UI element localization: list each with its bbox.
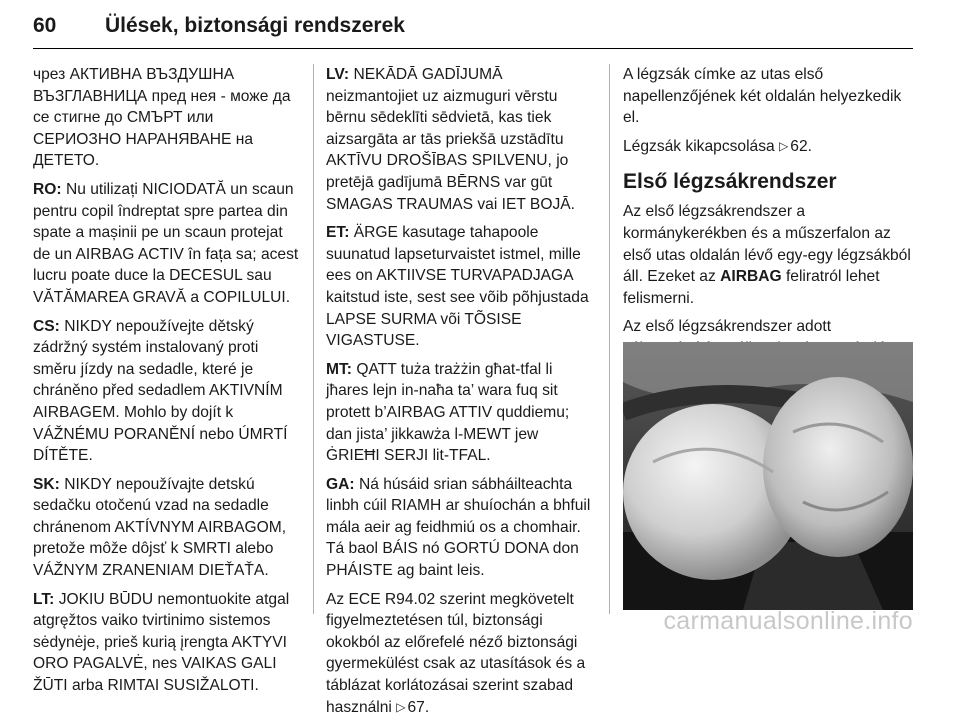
lang-label: SK: (33, 475, 60, 493)
subsection-heading: Első légzsákrendszer (623, 170, 837, 194)
body-text: feliratról lehet felismerni. (623, 268, 880, 307)
page-reference-link[interactable]: 62. (790, 137, 812, 155)
warning-mt (326, 359, 596, 467)
deployed-airbags-photo (623, 342, 913, 610)
lang-label: MT: (326, 360, 352, 378)
front-airbag-activation: Az első légzsákrendszer adott (623, 318, 832, 336)
lang-label: RO: (33, 180, 62, 198)
column-divider (609, 64, 610, 614)
arrow-right-outline-icon: ▷ (396, 699, 406, 714)
warning-sk (33, 474, 301, 582)
airbag-label: AIRBAG (720, 268, 782, 286)
warning-text: NEKĀDĀ GADĪJUMĀ neizmantojiet uz aizmuguri vērstu bērnu sēdeklīti sēdvietā, kas tiek aizsargāta ar tās priekšā uzstādītu AKTĪVU DROŠĪBAS SPILVENU, jo pretējā gadījumā BĒRNS var gūt SMAGAS TRAUMAS vai IET BOJĀ. (326, 66, 575, 213)
warning-text: NIKDY nepoužívajte detskú sedačku otočenú vzad na sedadle chránenom AKTÍVNYM AIRBAGOM, pretože môže dôjsť k SMRTI alebo VÁŽNYM ZRANENIAM DIEŤAŤA. (33, 475, 287, 580)
watermark: carmanualsonline.info (663, 607, 913, 635)
page-reference-link[interactable]: 67. (407, 698, 430, 716)
column-left (33, 64, 301, 704)
warning-ga (326, 474, 596, 582)
warning-text: ÄRGE kasutage tahapoole suunatud lapseturvaistet istmel, mille ees on AKTIIVSE TURVAPADJAGA kaitstud iste, sest see võib põhjustada LAPSE SURMA või TÕSISE VIGASTUSE. (326, 224, 589, 350)
lang-label: CS: (33, 317, 60, 335)
header-rule (33, 48, 913, 49)
lang-label: LV: (326, 66, 350, 83)
front-airbag-description (623, 201, 913, 309)
body-text: Az első légzsákrendszer a kormánykerékben és a műszerfalon az első utas oldalán lévő egy-egy légzsákból áll. Ezeket az (623, 203, 911, 286)
airbag-deactivation-ref (623, 136, 913, 158)
warning-text: QATT tuża trażżin għat-tfal li jħares lejn in-naħa ta’ wara fuq sit protett b’AIRBAG ATTIV quddiemu; dan jista’ jikkawża l-MEWT jew ĠRIEĦI SERJI lit-TFAL. (326, 360, 570, 465)
warning-et (326, 222, 596, 352)
reference-text: Légzsák kikapcsolása (623, 137, 775, 155)
warning-cs (33, 316, 301, 467)
warning-text: Nu utilizați NICIODATĂ un scaun pentru copil îndreptat spre partea din spate a mașinii pe un scaun protejat de un AIRBAG ACTIV în fața sa; acest lucru poate duce la DECESUL sau VĂTĂMAREA GRAVĂ a COPILULUI. (33, 180, 299, 306)
bg-warning-text: чрез АКТИВНА ВЪЗДУШНА ВЪЗГЛАВНИЦА пред нея - може да се стигне до СМЪРТ или СЕРИОЗНО НАРАНЯВАНЕ на ДЕТЕТО. (33, 66, 291, 170)
lang-label: GA: (326, 475, 355, 493)
warning-text: JOKIU BŪDU nemontuokite atgal atgręžtos vaiko tvirtinimo sistemos sėdynėje, prieš kurią įrengta AKTYVI ORO PAGALVĖ, nes VAIKAS GALI ŽŪTI arba RIMTAI SUSIŽALOTI. (33, 590, 290, 695)
page-number: 60 (33, 14, 57, 37)
warning-text: NIKDY nepoužívejte dětský zádržný systém instalovaný proti směru jízdy na sedadle, které je chráněno před sedadlem AKTIVNÍM AIRBAGEM. Mohlo by dojít k VÁŽNÉMU PORANĚNÍ nebo ÚMRTÍ DÍTĚTE. (33, 317, 288, 465)
ece-text: Az ECE R94.02 szerint megkövetelt figyelmeztetésen túl, biztonsági okokból az előrefelé néző biztonsági gyermekülést csak az utasítások és a táblázat korlátozásai szerint szabad használni (326, 590, 586, 716)
section-title: Ülések, biztonsági rendszerek (105, 14, 405, 37)
ece-note (326, 589, 596, 719)
airbag-illustration (623, 342, 913, 610)
warning-ro (33, 179, 301, 309)
column-divider (313, 64, 314, 614)
lang-label: ET: (326, 224, 350, 242)
page-header (33, 0, 913, 50)
warning-lt (33, 589, 301, 697)
label-location-text: A légzsák címke az utas első napellenzőjének két oldalán helyezkedik el. (623, 66, 902, 127)
warning-text: Ná húsáid srian sábháilteachta linbh cúil RIAMH ar shuíochán a bhfuil mála aeir ag feidhmiú os a chomhair. Tá baol BÁIS nó GORTÚ DONA don PHÁISTE ag baint leis. (326, 475, 591, 580)
warning-lv (326, 64, 596, 215)
lang-label: LT: (33, 590, 55, 608)
column-middle (326, 64, 596, 725)
arrow-right-outline-icon: ▷ (779, 138, 789, 153)
